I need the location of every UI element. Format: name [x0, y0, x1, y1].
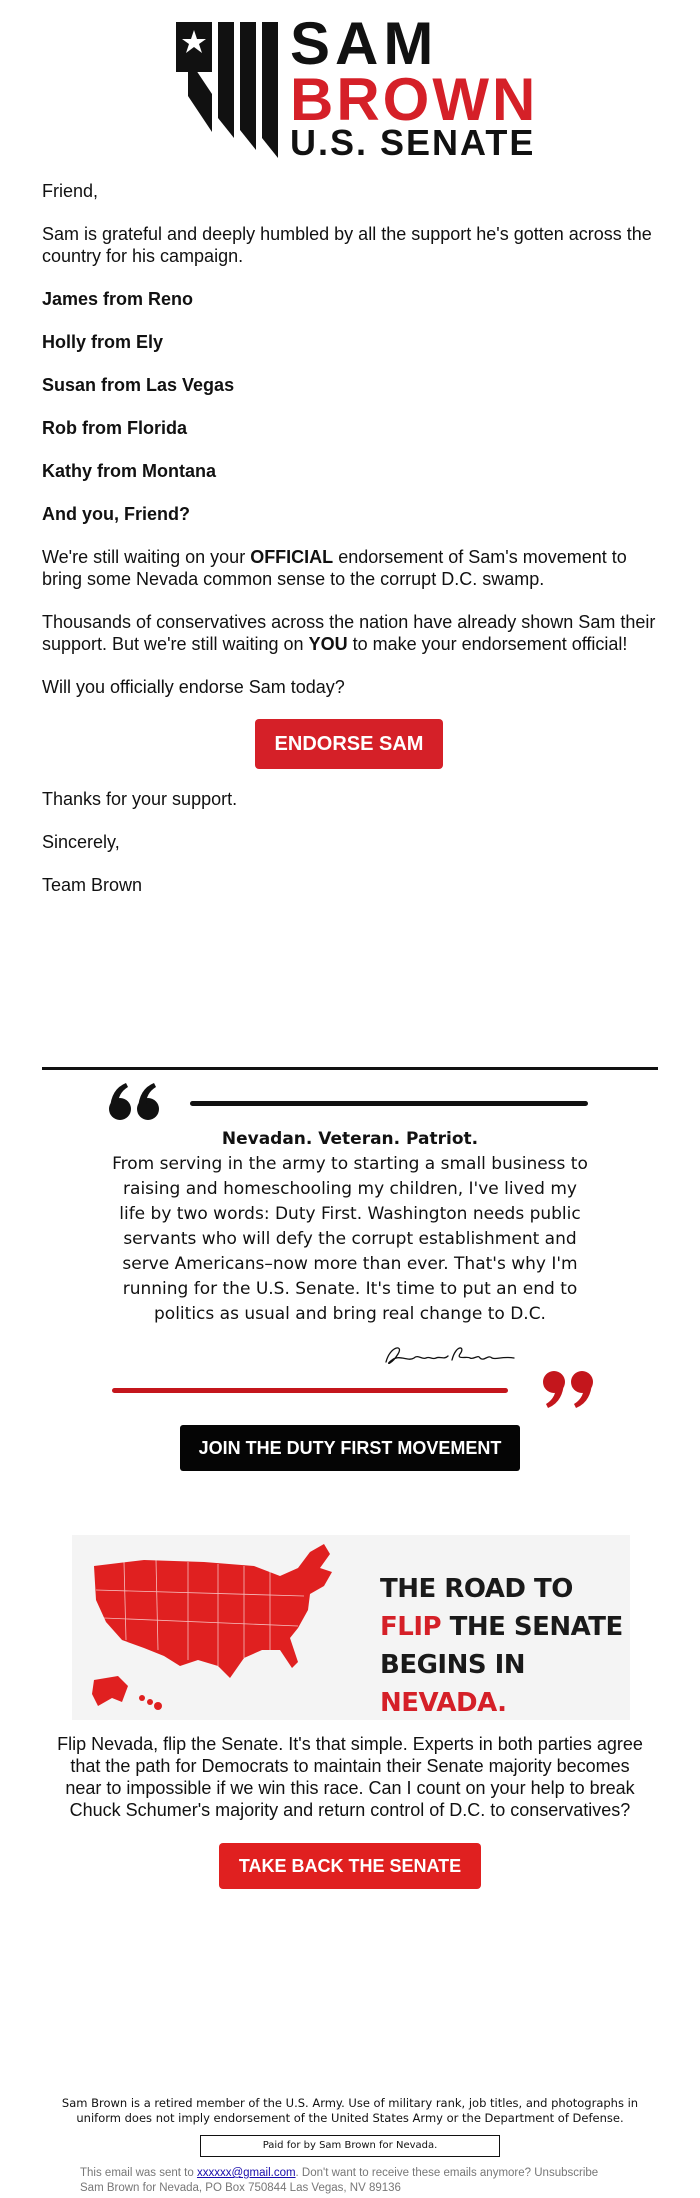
close-quote-icon [540, 1370, 594, 1410]
logo-text-sam: SAM [290, 10, 439, 77]
intro-paragraph: Sam is grateful and deeply humbled by all the support he's gotten across the country for his campaign. [42, 224, 652, 266]
us-map-icon [84, 1540, 364, 1718]
section-divider [42, 1067, 658, 1070]
supporter-item: Holly from Ely [42, 332, 164, 352]
logo-mark [176, 22, 288, 158]
take-back-senate-button[interactable]: TAKE BACK THE SENATE [219, 1843, 481, 1889]
ask-paragraph: Will you officially endorse Sam today? [42, 677, 345, 697]
join-duty-first-button[interactable]: JOIN THE DUTY FIRST MOVEMENT [180, 1425, 520, 1471]
military-disclaimer: Sam Brown is a retired member of the U.S. Army. Use of military rank, job titles, and photographs in uniform does not imply endorsement of the United States Army or the Department of Defense. [61, 2096, 639, 2125]
endorse-sam-button[interactable]: ENDORSE SAM [255, 719, 443, 769]
mailing-address: Sam Brown for Nevada, PO Box 750844 Las Vegas, NV 89136 [80, 2182, 401, 2194]
waiting-paragraph: We're still waiting on your OFFICIAL endorsement of Sam's movement to bring some Nevada common sense to the corrupt D.C. swamp. [42, 547, 627, 589]
signoff-text: Sincerely, [42, 832, 120, 852]
paid-for-box: Paid for by Sam Brown for Nevada. [200, 2135, 500, 2157]
logo-text-senate: U.S. SENATE [290, 122, 536, 163]
open-quote-icon [108, 1081, 162, 1121]
supporter-item: Susan from Las Vegas [42, 375, 235, 395]
unsubscribe-link[interactable]: . Don't want to receive these emails anymore? Unsubscribe [295, 2167, 599, 2179]
quote-rule-top [190, 1101, 588, 1106]
quote-title: Nevadan. Veteran. Patriot. [221, 1129, 479, 1149]
supporter-item: Rob from Florida [42, 418, 187, 438]
banner-headline [380, 1570, 630, 1722]
banner-line-2: FLIP THE SENATE [380, 1612, 623, 1642]
flag-logo-icon [176, 22, 288, 158]
banner-line-3: BEGINS IN NEVADA. [380, 1650, 526, 1718]
banner-line-1: THE ROAD TO [380, 1574, 573, 1604]
flip-paragraph: Flip Nevada, flip the Senate. It's that simple. Experts in both parties agree that the path for Democrats to maintain their Senate majority becomes near to impossible if we win this race. Can I count on your help to break Chuck Schumer's majority and return control of D.C. to conservatives? [57, 1734, 643, 1820]
thanks-text: Thanks for your support. [42, 789, 238, 809]
quote-body: From serving in the army to starting a small business to raising and homeschooling my children, I've lived my life by two words: Duty First. Washington needs public servants who will defy the corrupt establishment and serve Americans–now more than ever. That's why I'm running for the U.S. Senate. It's time to put an end to politics as usual and bring real change to D.C. [112, 1154, 588, 1324]
logo-text-brown: BROWN [290, 66, 539, 133]
recipient-email-link[interactable]: xxxxxx@gmail.com [196, 2167, 296, 2179]
supporter-item-you: And you, Friend? [42, 504, 190, 524]
signature-text: Team Brown [42, 875, 143, 895]
thousands-paragraph: Thousands of conservatives across the nation have already shown Sam their support. But we're still waiting on YOU to make your endorsement official! [42, 612, 656, 654]
supporter-item: Kathy from Montana [42, 461, 217, 481]
unsubscribe-line: This email was sent to xxxxxx@gmail.com. Don't want to receive these emails anymore? Unsubscribe [80, 2167, 599, 2179]
handwritten-signature [382, 1340, 518, 1370]
supporter-item: James from Reno [42, 289, 194, 309]
greeting: Friend, [42, 181, 99, 201]
quote-rule-bottom [112, 1388, 508, 1393]
